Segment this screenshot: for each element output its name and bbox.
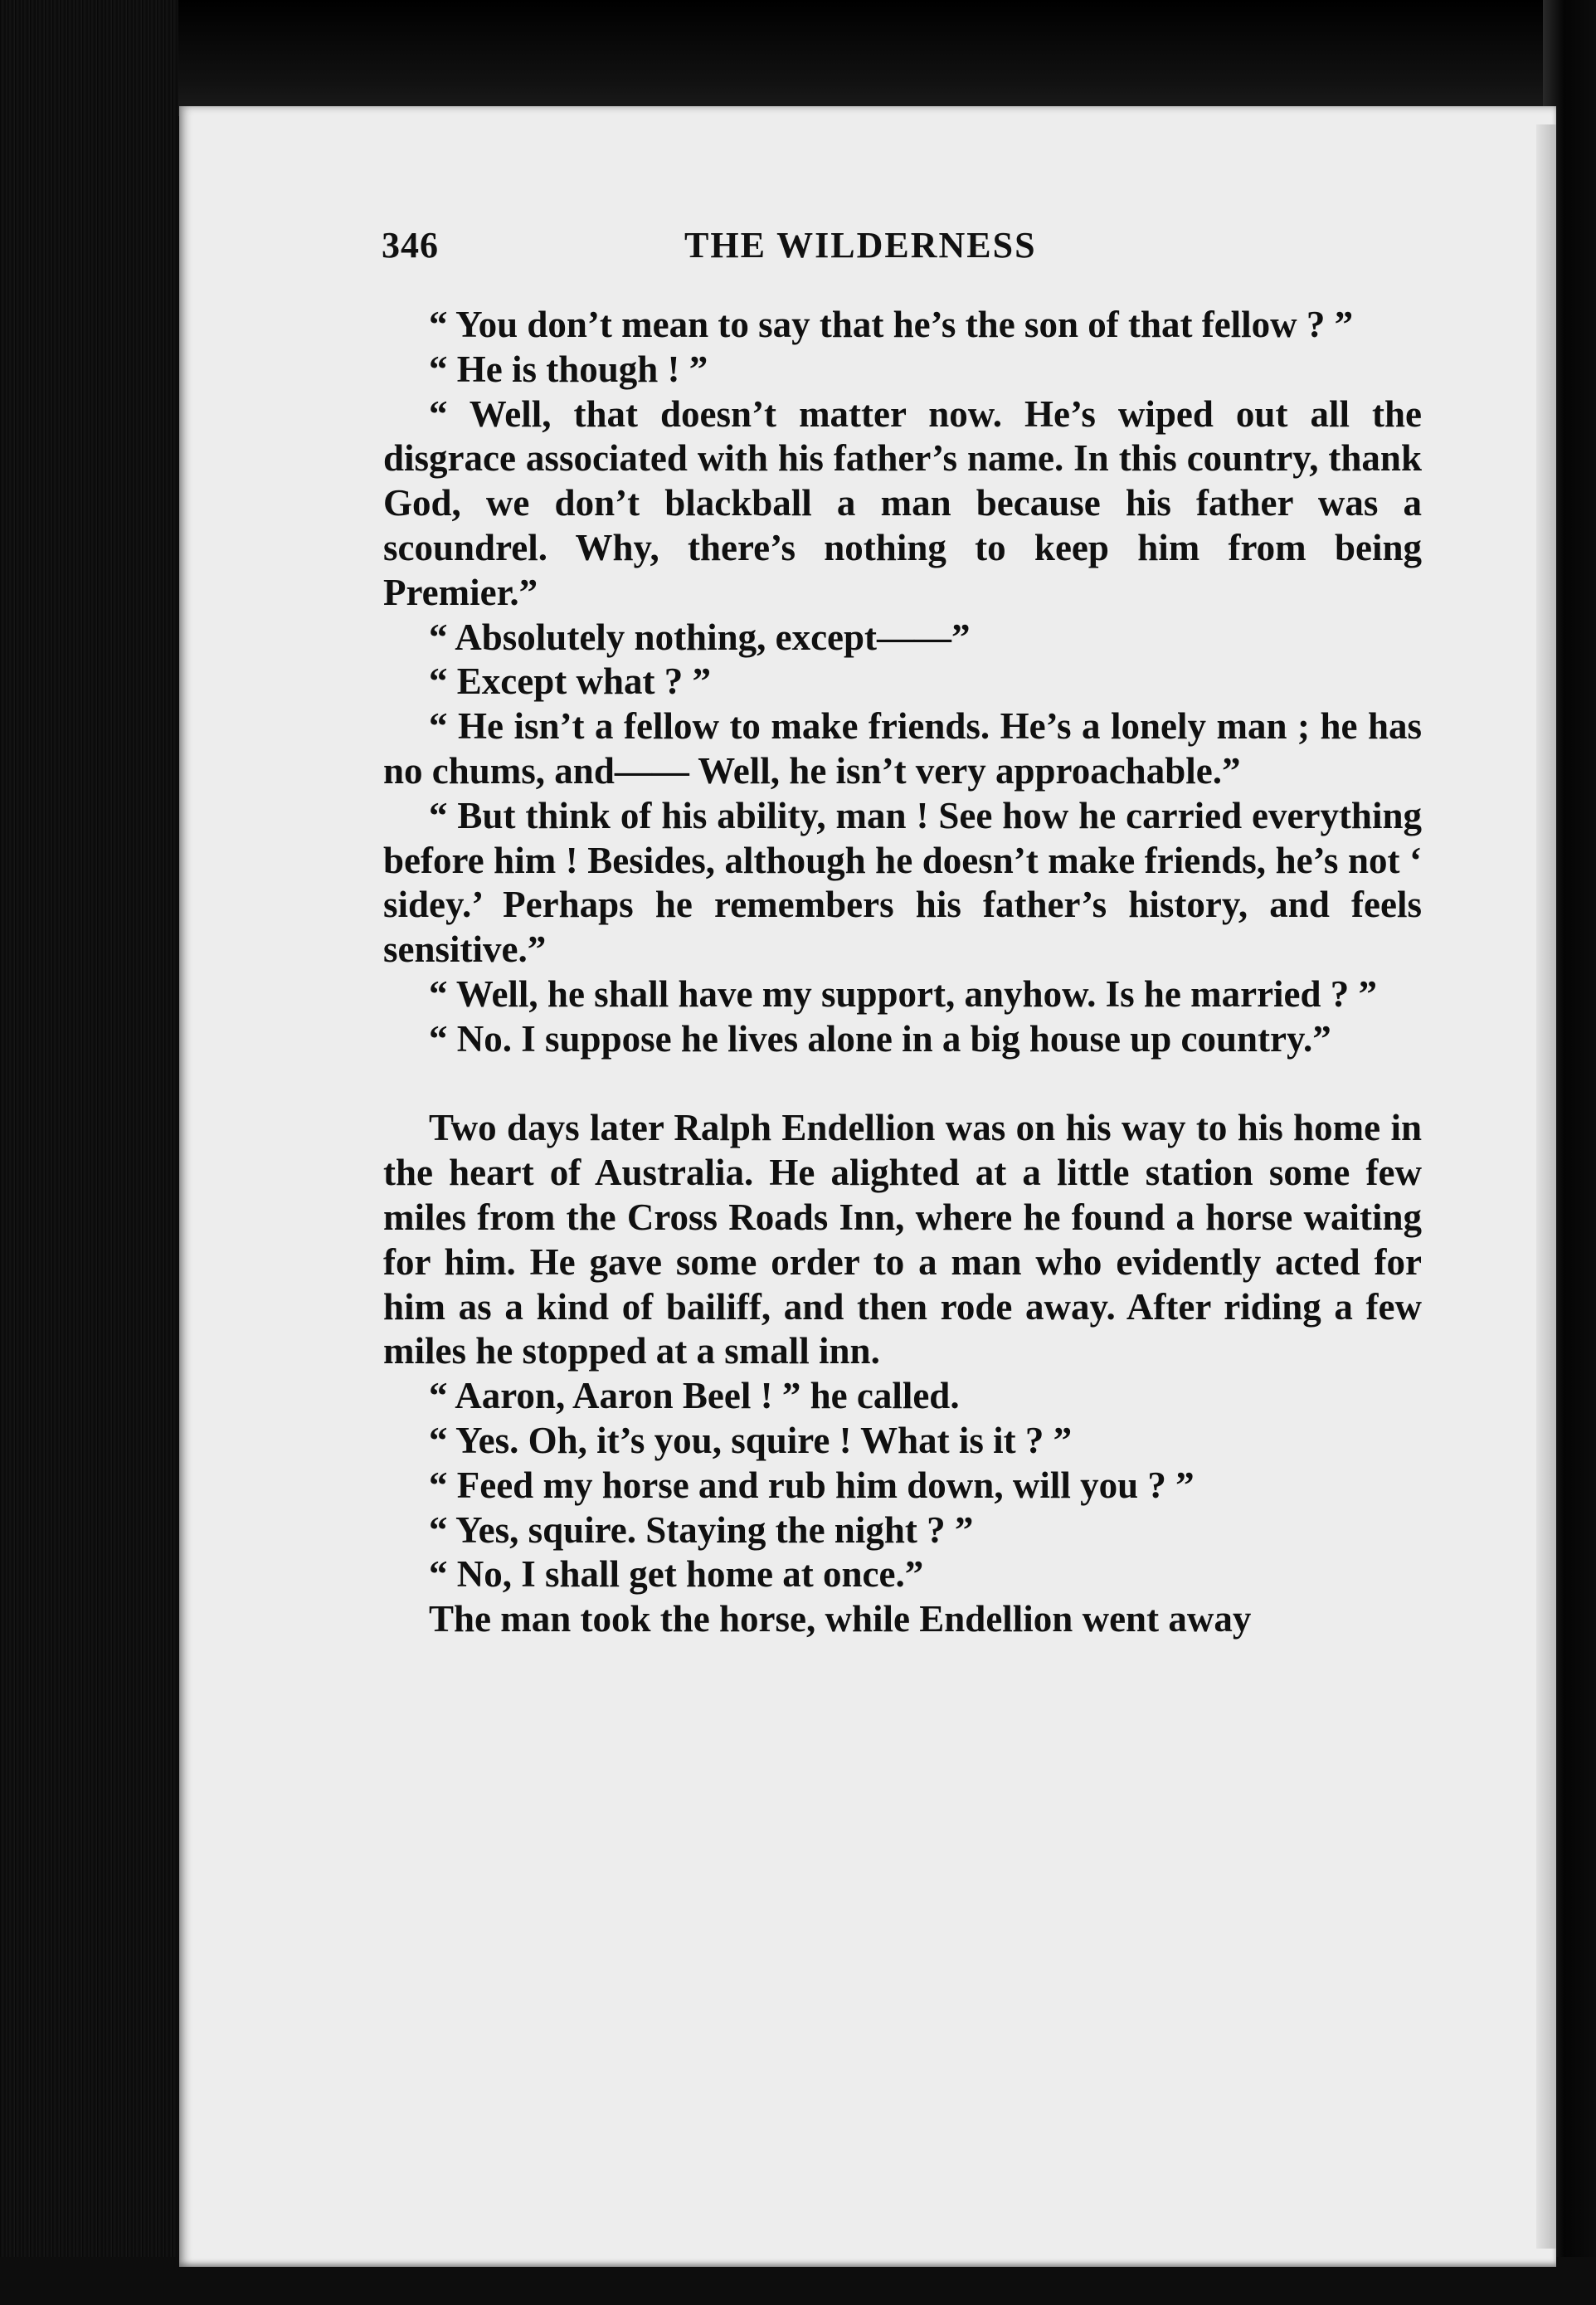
page-header (382, 224, 1427, 282)
paragraph: “ Well, he shall have my support, anyhow. Is he married ? ” (429, 972, 1378, 1015)
paragraph: “ Except what ? ” (429, 660, 711, 703)
paragraph: “ Aaron, Aaron Beel ! ” he called. (429, 1375, 960, 1417)
paragraph: “ He isn’t a fellow to make friends. He’s a lonely man ; he has no chums, and—— Well, he isn’t very approachable.” (383, 705, 1422, 792)
paragraph: “ No, I shall get home at once.” (429, 1553, 924, 1596)
body-text (383, 303, 1422, 1642)
page-edge (1536, 124, 1556, 2249)
paragraph: “ You don’t mean to say that he’s the son of that fellow ? ” (429, 304, 1354, 345)
paragraph: “ But think of his ability, man ! See how he carried everything before him ! Besides, although he doesn’t make friends, he’s not ‘ sidey.’ Perhaps he remembers his father’s history, and feels sensitive.” (383, 794, 1422, 971)
running-title: THE WILDERNESS (684, 225, 1037, 266)
paragraph: Two days later Ralph Endellion was on his way to his home in the heart of Australia. He alighted at a little station some few miles from the Cross Roads Inn, where he found a horse waiting for him. He gave some order to a man who evidently acted for him as a kind of bailiff, and then rode away. After riding a few miles he stopped at a small inn. (383, 1107, 1422, 1372)
paragraph: “ No. I suppose he lives alone in a big house up country.” (429, 1017, 1331, 1060)
paragraph: “ Feed my horse and rub him down, will you ? ” (429, 1464, 1195, 1506)
paragraph: “ Well, that doesn’t matter now. He’s wiped out all the disgrace associated with his father’s name. In this country, thank God, we don’t blackball a man because his father was a scoundrel. Why, there’s nothing to keep him from being Premier.” (383, 392, 1422, 613)
paragraph: “ Yes, squire. Staying the night ? ” (429, 1508, 974, 1551)
book-spine-edge (0, 0, 178, 2305)
page-number: 346 (382, 225, 439, 266)
paragraph: “ Yes. Oh, it’s you, squire ! What is it ? ” (429, 1419, 1073, 1461)
paragraph: “ He is though ! ” (429, 348, 708, 390)
paragraph: “ Absolutely nothing, except——” (429, 616, 971, 658)
scan-top-shadow (0, 0, 1596, 116)
paragraph: The man took the horse, while Endellion went away (429, 1598, 1252, 1640)
